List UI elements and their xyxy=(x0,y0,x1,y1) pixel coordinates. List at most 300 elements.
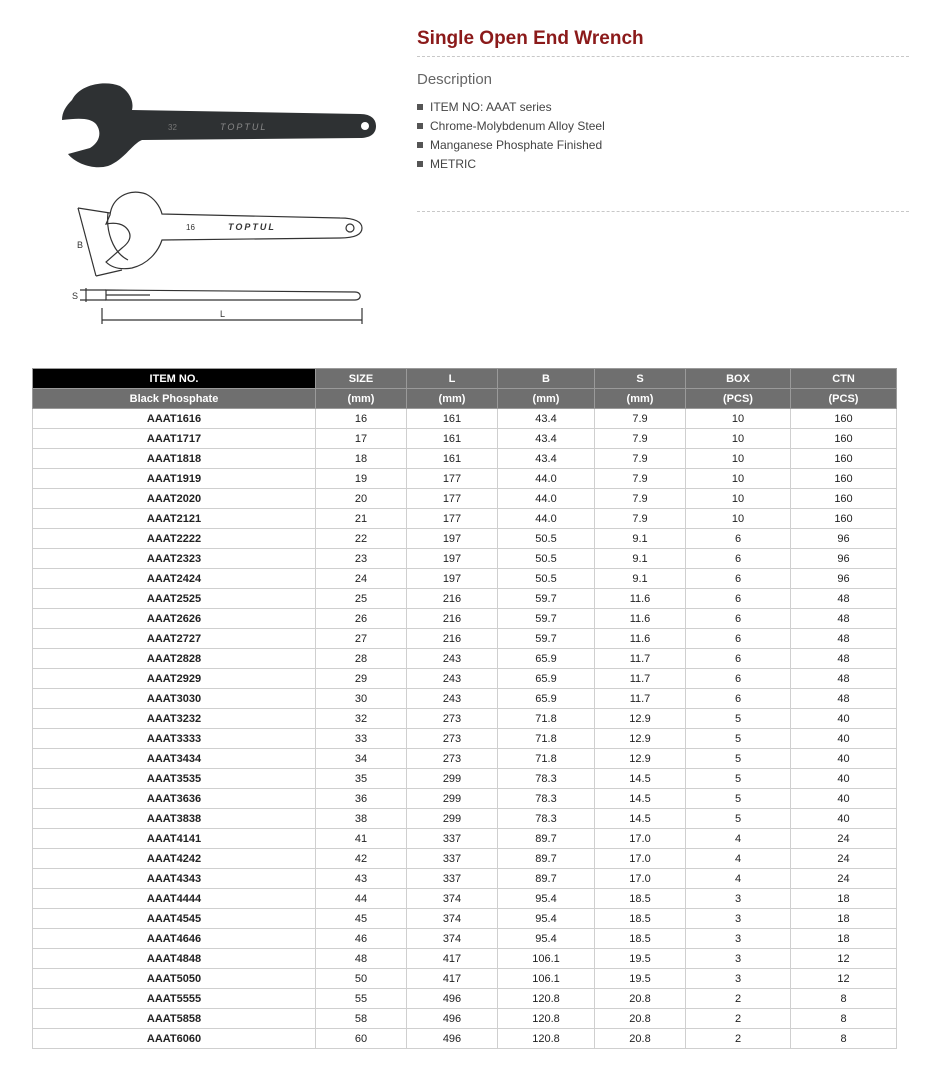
table-cell: 24 xyxy=(791,869,897,889)
item-number-cell: AAAT3434 xyxy=(33,749,316,769)
header-cell: CTN xyxy=(791,369,897,389)
table-cell: 9.1 xyxy=(595,569,686,589)
table-cell: 9.1 xyxy=(595,529,686,549)
table-cell: 24 xyxy=(316,569,407,589)
table-cell: 6 xyxy=(686,669,791,689)
table-cell: 216 xyxy=(407,589,498,609)
table-cell: 8 xyxy=(791,1009,897,1029)
table-cell: 50.5 xyxy=(498,569,595,589)
table-cell: 21 xyxy=(316,509,407,529)
table-cell: 10 xyxy=(686,409,791,429)
table-cell: 65.9 xyxy=(498,669,595,689)
table-cell: 417 xyxy=(407,969,498,989)
table-cell: 95.4 xyxy=(498,909,595,929)
table-cell: 2 xyxy=(686,1009,791,1029)
item-number-cell: AAAT4545 xyxy=(33,909,316,929)
table-cell: 10 xyxy=(686,449,791,469)
table-cell: 337 xyxy=(407,849,498,869)
header-row xyxy=(33,389,897,409)
table-row xyxy=(33,849,897,869)
table-cell: 161 xyxy=(407,409,498,429)
header-cell: (mm) xyxy=(407,389,498,409)
table-cell: 58 xyxy=(316,1009,407,1029)
table-cell: 496 xyxy=(407,1029,498,1049)
table-cell: 55 xyxy=(316,989,407,1009)
product-title: Single Open End Wrench xyxy=(417,28,644,49)
table-row xyxy=(33,1009,897,1029)
bullet-square-icon xyxy=(417,123,423,129)
table-cell: 7.9 xyxy=(595,409,686,429)
table-cell: 42 xyxy=(316,849,407,869)
table-cell: 6 xyxy=(686,529,791,549)
brand-engraving-top: TOPTUL xyxy=(220,122,268,132)
table-row xyxy=(33,549,897,569)
feature-text: Chrome-Molybdenum Alloy Steel xyxy=(430,119,605,133)
size-engraving-drawing: 16 xyxy=(186,223,195,232)
table-cell: 6 xyxy=(686,569,791,589)
table-cell: 11.7 xyxy=(595,689,686,709)
table-cell: 96 xyxy=(791,529,897,549)
table-cell: 5 xyxy=(686,809,791,829)
table-cell: 5 xyxy=(686,769,791,789)
table-cell: 177 xyxy=(407,509,498,529)
item-number-cell: AAAT2323 xyxy=(33,549,316,569)
table-cell: 5 xyxy=(686,749,791,769)
table-cell: 18 xyxy=(791,929,897,949)
item-number-cell: AAAT1919 xyxy=(33,469,316,489)
table-cell: 7.9 xyxy=(595,429,686,449)
table-cell: 50 xyxy=(316,969,407,989)
table-cell: 16 xyxy=(316,409,407,429)
table-cell: 60 xyxy=(316,1029,407,1049)
header-cell: (PCS) xyxy=(686,389,791,409)
table-cell: 48 xyxy=(316,949,407,969)
item-number-cell: AAAT2222 xyxy=(33,529,316,549)
wrench-drawing xyxy=(78,192,362,324)
table-cell: 35 xyxy=(316,769,407,789)
item-number-cell: AAAT5555 xyxy=(33,989,316,1009)
table-cell: 24 xyxy=(791,849,897,869)
table-cell: 2 xyxy=(686,989,791,1009)
table-row xyxy=(33,449,897,469)
table-cell: 8 xyxy=(791,1029,897,1049)
table-row xyxy=(33,749,897,769)
table-cell: 19.5 xyxy=(595,949,686,969)
table-cell: 12.9 xyxy=(595,729,686,749)
table-cell: 18.5 xyxy=(595,889,686,909)
table-cell: 9.1 xyxy=(595,549,686,569)
table-cell: 11.6 xyxy=(595,609,686,629)
table-cell: 71.8 xyxy=(498,729,595,749)
table-cell: 24 xyxy=(791,829,897,849)
size-engraving-top: 32 xyxy=(168,123,177,132)
table-cell: 29 xyxy=(316,669,407,689)
table-cell: 44.0 xyxy=(498,509,595,529)
table-cell: 4 xyxy=(686,849,791,869)
table-cell: 374 xyxy=(407,929,498,949)
item-number-cell: AAAT1818 xyxy=(33,449,316,469)
table-row xyxy=(33,709,897,729)
table-cell: 7.9 xyxy=(595,509,686,529)
table-cell: 43.4 xyxy=(498,449,595,469)
table-cell: 160 xyxy=(791,429,897,449)
table-cell: 48 xyxy=(791,689,897,709)
table-cell: 496 xyxy=(407,1009,498,1029)
table-cell: 3 xyxy=(686,929,791,949)
table-cell: 299 xyxy=(407,789,498,809)
header-cell: (mm) xyxy=(316,389,407,409)
product-info xyxy=(417,26,909,212)
item-number-cell: AAAT3333 xyxy=(33,729,316,749)
table-cell: 40 xyxy=(791,729,897,749)
table-cell: 11.7 xyxy=(595,669,686,689)
table-cell: 7.9 xyxy=(595,469,686,489)
table-cell: 14.5 xyxy=(595,769,686,789)
item-number-cell: AAAT4848 xyxy=(33,949,316,969)
table-cell: 36 xyxy=(316,789,407,809)
table-cell: 18 xyxy=(791,909,897,929)
table-cell: 197 xyxy=(407,529,498,549)
item-number-cell: AAAT1616 xyxy=(33,409,316,429)
dimension-b-label: B xyxy=(77,240,84,250)
table-row xyxy=(33,869,897,889)
divider xyxy=(417,56,909,57)
table-cell: 10 xyxy=(686,429,791,449)
feature-text: Manganese Phosphate Finished xyxy=(430,138,603,152)
table-row xyxy=(33,609,897,629)
table-cell: 6 xyxy=(686,549,791,569)
table-row xyxy=(33,949,897,969)
item-number-cell: AAAT4141 xyxy=(33,829,316,849)
table-row xyxy=(33,489,897,509)
table-cell: 38 xyxy=(316,809,407,829)
table-cell: 18.5 xyxy=(595,909,686,929)
item-number-cell: AAAT3636 xyxy=(33,789,316,809)
table-row xyxy=(33,529,897,549)
table-cell: 161 xyxy=(407,429,498,449)
table-cell: 197 xyxy=(407,569,498,589)
item-number-cell: AAAT2727 xyxy=(33,629,316,649)
table-cell: 48 xyxy=(791,629,897,649)
item-number-cell: AAAT2121 xyxy=(33,509,316,529)
table-row xyxy=(33,969,897,989)
table-cell: 50.5 xyxy=(498,529,595,549)
table-cell: 6 xyxy=(686,609,791,629)
table-cell: 374 xyxy=(407,889,498,909)
table-cell: 216 xyxy=(407,629,498,649)
table-row xyxy=(33,569,897,589)
table-cell: 120.8 xyxy=(498,1029,595,1049)
table-cell: 89.7 xyxy=(498,849,595,869)
table-cell: 3 xyxy=(686,889,791,909)
table-cell: 32 xyxy=(316,709,407,729)
item-number-cell: AAAT2929 xyxy=(33,669,316,689)
table-row xyxy=(33,989,897,1009)
table-row xyxy=(33,889,897,909)
table-cell: 243 xyxy=(407,669,498,689)
table-cell: 337 xyxy=(407,829,498,849)
table-row xyxy=(33,909,897,929)
item-number-cell: AAAT5050 xyxy=(33,969,316,989)
header-cell: ITEM NO. xyxy=(33,369,316,389)
table-cell: 7.9 xyxy=(595,489,686,509)
table-row xyxy=(33,409,897,429)
table-cell: 299 xyxy=(407,769,498,789)
table-cell: 18.5 xyxy=(595,929,686,949)
table-cell: 46 xyxy=(316,929,407,949)
table-cell: 3 xyxy=(686,909,791,929)
item-number-cell: AAAT4242 xyxy=(33,849,316,869)
table-cell: 106.1 xyxy=(498,949,595,969)
table-cell: 17.0 xyxy=(595,849,686,869)
table-cell: 6 xyxy=(686,589,791,609)
item-number-cell: AAAT2828 xyxy=(33,649,316,669)
table-cell: 26 xyxy=(316,609,407,629)
table-cell: 8 xyxy=(791,989,897,1009)
table-cell: 65.9 xyxy=(498,649,595,669)
table-cell: 40 xyxy=(791,809,897,829)
table-cell: 96 xyxy=(791,549,897,569)
bullet-square-icon xyxy=(417,104,423,110)
table-cell: 10 xyxy=(686,489,791,509)
item-number-cell: AAAT2525 xyxy=(33,589,316,609)
table-cell: 14.5 xyxy=(595,809,686,829)
table-cell: 12 xyxy=(791,949,897,969)
table-cell: 299 xyxy=(407,809,498,829)
table-cell: 120.8 xyxy=(498,989,595,1009)
table-cell: 11.6 xyxy=(595,589,686,609)
item-number-cell: AAAT5858 xyxy=(33,1009,316,1029)
dimension-s-label: S xyxy=(72,291,79,301)
product-image xyxy=(50,70,380,330)
feature-item xyxy=(417,155,909,174)
table-cell: 18 xyxy=(316,449,407,469)
table-cell: 273 xyxy=(407,709,498,729)
table-cell: 43.4 xyxy=(498,429,595,449)
table-cell: 48 xyxy=(791,649,897,669)
table-cell: 96 xyxy=(791,569,897,589)
table-cell: 59.7 xyxy=(498,589,595,609)
table-cell: 44.0 xyxy=(498,469,595,489)
table-cell: 160 xyxy=(791,409,897,429)
table-cell: 197 xyxy=(407,549,498,569)
header-cell: B xyxy=(498,369,595,389)
header-cell: (mm) xyxy=(595,389,686,409)
brand-engraving-drawing: TOPTUL xyxy=(228,222,276,232)
table-cell: 78.3 xyxy=(498,809,595,829)
item-number-cell: AAAT1717 xyxy=(33,429,316,449)
table-cell: 44 xyxy=(316,889,407,909)
table-cell: 43.4 xyxy=(498,409,595,429)
item-number-cell: AAAT2424 xyxy=(33,569,316,589)
table-cell: 3 xyxy=(686,969,791,989)
table-cell: 71.8 xyxy=(498,749,595,769)
table-cell: 7.9 xyxy=(595,449,686,469)
table-cell: 59.7 xyxy=(498,609,595,629)
table-cell: 106.1 xyxy=(498,969,595,989)
table-row xyxy=(33,809,897,829)
item-number-cell: AAAT3838 xyxy=(33,809,316,829)
item-number-cell: AAAT4343 xyxy=(33,869,316,889)
table-cell: 4 xyxy=(686,869,791,889)
table-cell: 65.9 xyxy=(498,689,595,709)
divider xyxy=(417,211,909,212)
table-cell: 34 xyxy=(316,749,407,769)
table-body xyxy=(33,409,897,1049)
table-cell: 20 xyxy=(316,489,407,509)
table-cell: 14.5 xyxy=(595,789,686,809)
bullet-square-icon xyxy=(417,161,423,167)
table-cell: 160 xyxy=(791,489,897,509)
feature-item xyxy=(417,117,909,136)
table-cell: 19 xyxy=(316,469,407,489)
table-cell: 30 xyxy=(316,689,407,709)
table-cell: 10 xyxy=(686,469,791,489)
header-cell: (mm) xyxy=(498,389,595,409)
item-number-cell: AAAT4646 xyxy=(33,929,316,949)
table-cell: 5 xyxy=(686,789,791,809)
table-cell: 11.7 xyxy=(595,649,686,669)
table-cell: 11.6 xyxy=(595,629,686,649)
table-row xyxy=(33,789,897,809)
table-cell: 4 xyxy=(686,829,791,849)
table-cell: 17.0 xyxy=(595,869,686,889)
table-cell: 120.8 xyxy=(498,1009,595,1029)
table-cell: 243 xyxy=(407,649,498,669)
header-cell: (PCS) xyxy=(791,389,897,409)
feature-text: METRIC xyxy=(430,157,476,171)
table-cell: 59.7 xyxy=(498,629,595,649)
table-cell: 20.8 xyxy=(595,1009,686,1029)
table-cell: 40 xyxy=(791,749,897,769)
table-cell: 40 xyxy=(791,709,897,729)
table-row xyxy=(33,1029,897,1049)
feature-text: ITEM NO: AAAT series xyxy=(430,100,552,114)
item-number-cell: AAAT3535 xyxy=(33,769,316,789)
item-number-cell: AAAT2626 xyxy=(33,609,316,629)
table-cell: 48 xyxy=(791,589,897,609)
table-cell: 177 xyxy=(407,489,498,509)
table-cell: 160 xyxy=(791,449,897,469)
table-cell: 243 xyxy=(407,689,498,709)
table-row xyxy=(33,729,897,749)
item-number-cell: AAAT3030 xyxy=(33,689,316,709)
wrench-illustration xyxy=(50,70,380,330)
table-cell: 40 xyxy=(791,769,897,789)
header-cell: SIZE xyxy=(316,369,407,389)
table-cell: 160 xyxy=(791,469,897,489)
header-cell: BOX xyxy=(686,369,791,389)
table-cell: 71.8 xyxy=(498,709,595,729)
table-row xyxy=(33,649,897,669)
table-row xyxy=(33,829,897,849)
table-cell: 12 xyxy=(791,969,897,989)
wrench-photo xyxy=(62,83,376,167)
table-row xyxy=(33,669,897,689)
table-cell: 40 xyxy=(791,789,897,809)
table-cell: 19.5 xyxy=(595,969,686,989)
table-cell: 496 xyxy=(407,989,498,1009)
table-row xyxy=(33,509,897,529)
table-cell: 6 xyxy=(686,689,791,709)
table-cell: 17.0 xyxy=(595,829,686,849)
table-cell: 44.0 xyxy=(498,489,595,509)
table-row xyxy=(33,589,897,609)
table-cell: 41 xyxy=(316,829,407,849)
table-cell: 27 xyxy=(316,629,407,649)
feature-list xyxy=(417,98,909,174)
table-cell: 33 xyxy=(316,729,407,749)
table-cell: 161 xyxy=(407,449,498,469)
table-cell: 337 xyxy=(407,869,498,889)
table-cell: 20.8 xyxy=(595,1029,686,1049)
table-cell: 374 xyxy=(407,909,498,929)
table-cell: 43 xyxy=(316,869,407,889)
table-cell: 78.3 xyxy=(498,789,595,809)
table-cell: 5 xyxy=(686,709,791,729)
table-cell: 78.3 xyxy=(498,769,595,789)
table-cell: 160 xyxy=(791,509,897,529)
table-cell: 25 xyxy=(316,589,407,609)
table-cell: 17 xyxy=(316,429,407,449)
table-cell: 2 xyxy=(686,1029,791,1049)
table-cell: 5 xyxy=(686,729,791,749)
table-cell: 45 xyxy=(316,909,407,929)
header-cell: L xyxy=(407,369,498,389)
table-cell: 89.7 xyxy=(498,869,595,889)
dimension-l-label: L xyxy=(220,309,226,319)
table-cell: 10 xyxy=(686,509,791,529)
table-cell: 6 xyxy=(686,629,791,649)
feature-item xyxy=(417,136,909,155)
table-cell: 48 xyxy=(791,609,897,629)
spec-table xyxy=(32,368,897,1049)
table-row xyxy=(33,769,897,789)
table-row xyxy=(33,469,897,489)
table-cell: 273 xyxy=(407,749,498,769)
table-cell: 18 xyxy=(791,889,897,909)
table-cell: 20.8 xyxy=(595,989,686,1009)
feature-item xyxy=(417,98,909,117)
header-cell: S xyxy=(595,369,686,389)
table-cell: 50.5 xyxy=(498,549,595,569)
table-cell: 12.9 xyxy=(595,749,686,769)
description-heading: Description xyxy=(417,71,493,88)
table-cell: 89.7 xyxy=(498,829,595,849)
item-number-cell: AAAT4444 xyxy=(33,889,316,909)
table-cell: 6 xyxy=(686,649,791,669)
table-cell: 12.9 xyxy=(595,709,686,729)
table-row xyxy=(33,429,897,449)
table-cell: 273 xyxy=(407,729,498,749)
table-row xyxy=(33,689,897,709)
table-cell: 95.4 xyxy=(498,929,595,949)
table-row xyxy=(33,929,897,949)
table-cell: 48 xyxy=(791,669,897,689)
table-cell: 23 xyxy=(316,549,407,569)
table-cell: 3 xyxy=(686,949,791,969)
table-cell: 28 xyxy=(316,649,407,669)
header-cell: Black Phosphate xyxy=(33,389,316,409)
table-cell: 177 xyxy=(407,469,498,489)
table-cell: 216 xyxy=(407,609,498,629)
table-row xyxy=(33,629,897,649)
item-number-cell: AAAT2020 xyxy=(33,489,316,509)
table-cell: 95.4 xyxy=(498,889,595,909)
table-cell: 22 xyxy=(316,529,407,549)
bullet-square-icon xyxy=(417,142,423,148)
item-number-cell: AAAT6060 xyxy=(33,1029,316,1049)
